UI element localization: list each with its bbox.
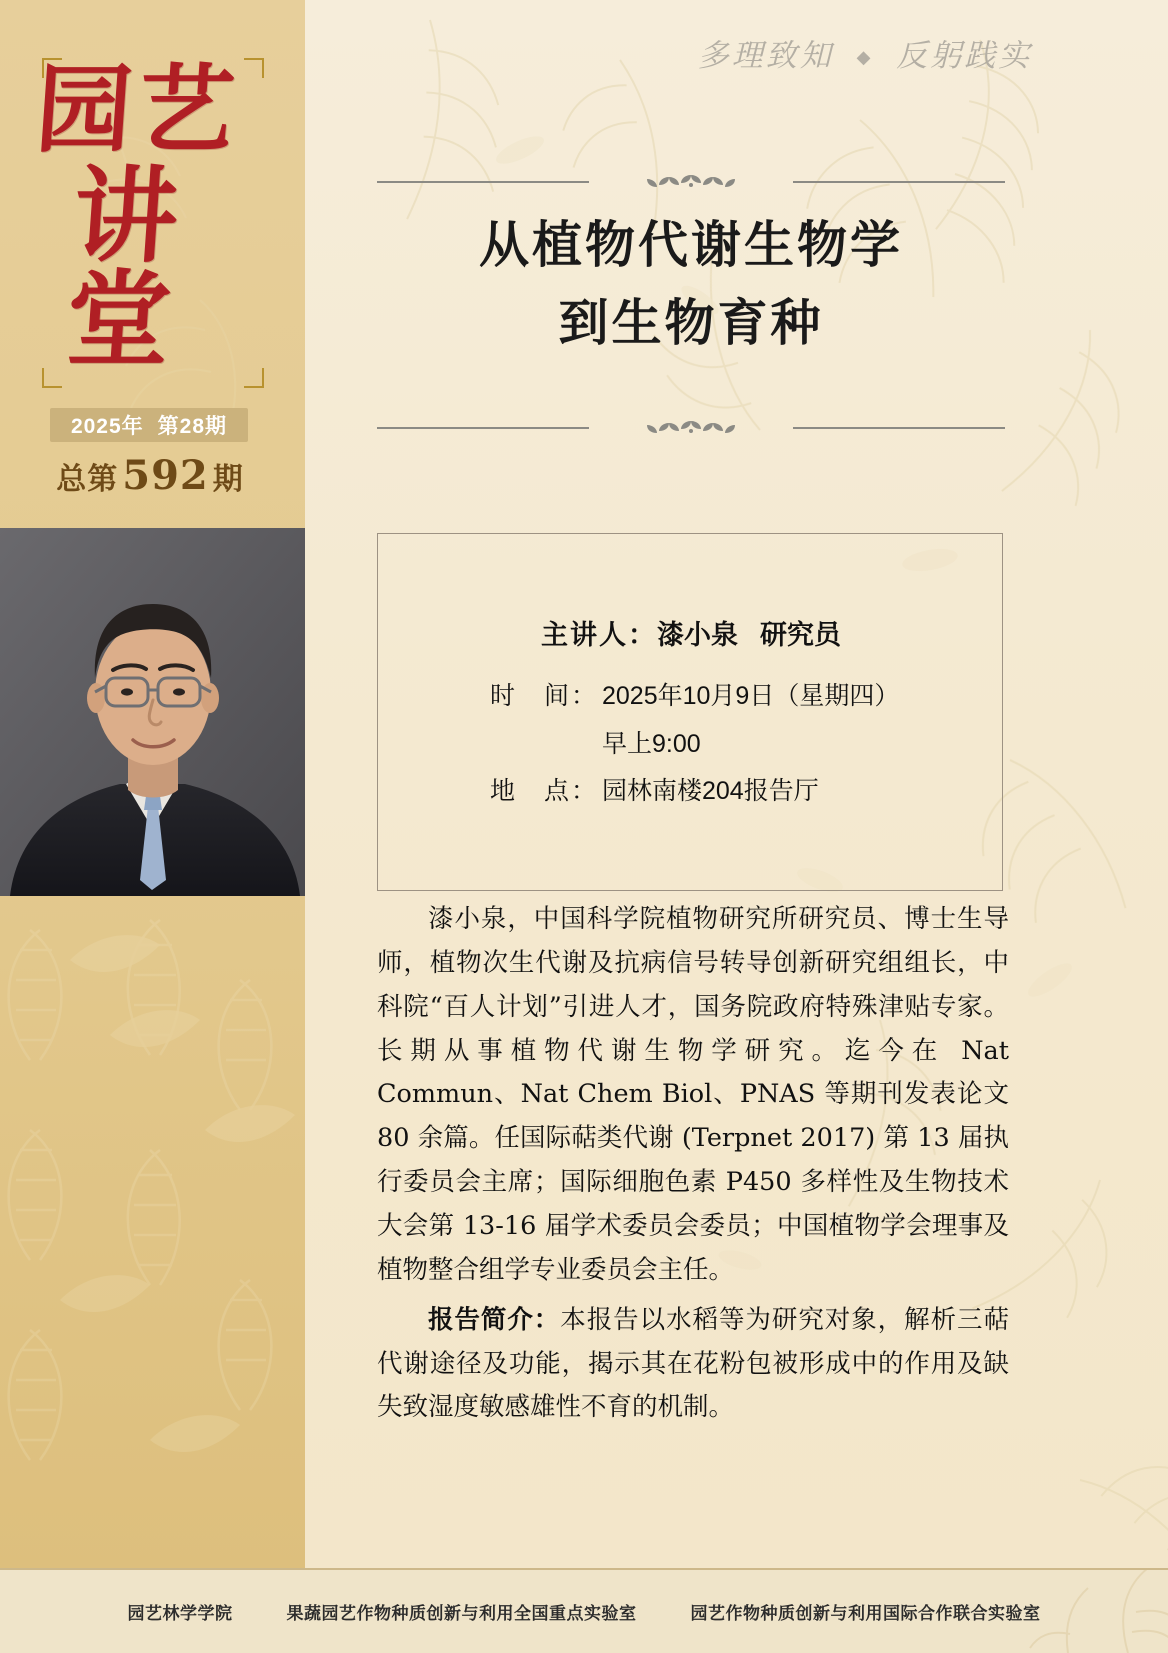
abstract-label: 报告简介：	[428, 1304, 561, 1335]
speaker-portrait	[0, 528, 305, 896]
issue-number: 第28期	[157, 415, 228, 438]
main-content	[305, 0, 1168, 1568]
motto-left: 多理致知	[697, 38, 834, 74]
brand-title	[32, 53, 274, 381]
footer-item-2: 果蔬园艺作物种质创新与利用全国重点实验室	[286, 1604, 637, 1623]
info-row-time	[378, 673, 1004, 721]
lecture-info-box	[377, 533, 1003, 891]
lecture-info-lines	[378, 610, 1004, 816]
speaker-title: 研究员	[760, 620, 841, 650]
brand-title-line1: 园艺	[32, 53, 244, 166]
issue-total-prefix: 总第	[56, 462, 119, 497]
footer	[0, 1568, 1168, 1653]
info-row-time-2	[378, 721, 1004, 769]
footer-item-1: 园艺林学学院	[127, 1604, 233, 1623]
footer-item-3: 园艺作物种质创新与利用国际合作联合实验室	[690, 1604, 1041, 1623]
motto-calligraphy	[655, 30, 1075, 90]
bio-and-abstract	[377, 898, 1009, 1430]
brand-title-line2: 讲堂	[62, 154, 186, 381]
motto-separator-icon: ◆	[856, 47, 874, 68]
ornament-icon	[591, 172, 791, 195]
time-value-2: 早上9:00	[602, 729, 701, 758]
left-sidebar	[0, 0, 305, 1568]
brand-block	[0, 0, 305, 520]
issue-badge	[50, 408, 248, 442]
ornament-icon-bottom	[591, 418, 791, 441]
time-value: 2025年10月9日（星期四）	[602, 682, 900, 711]
place-label: 地 点：	[490, 777, 599, 806]
page-title	[377, 206, 1005, 361]
title-rule-top	[377, 172, 1005, 190]
motto-right: 反躬践实	[896, 38, 1033, 74]
speaker-bio-paragraph: 漆小泉，中国科学院植物研究所研究员、博士生导师，植物次生代谢及抗病信号转导创新研究组组长，中科院“百人计划”引进人才，国务院政府特殊津贴专家。长期从事植物代谢生物学研究。迄今在 Nat Commun、Nat Chem Biol、PNAS 等期刊发表论文 80 余篇。任国际萜类代谢 (Terpnet 2017) 第 13 届执行委员会主席；国际细胞色素 P450 多样性及生物技术大会第 13-16 届学术委员会委员；中国植物学会理事及植物整合组学专业委员会主任。	[377, 904, 1009, 1285]
abstract-text: 本报告以水稻等为研究对象，解析三萜代谢途径及功能，揭示其在花粉包被形成中的作用及缺失致湿度敏感雄性不育的机制。	[377, 1304, 1009, 1423]
issue-total	[50, 452, 250, 499]
speaker-label: 主讲人：	[541, 620, 657, 650]
lecture-title-line2: 到生物育种	[558, 292, 824, 352]
speaker-name: 漆小泉	[657, 620, 738, 650]
place-value: 园林南楼204报告厅	[602, 777, 819, 806]
info-row-speaker	[378, 610, 1004, 661]
lecture-title-line1: 从植物代谢生物学	[479, 215, 903, 274]
time-label: 时 间：	[490, 682, 599, 711]
info-row-place	[378, 768, 1004, 816]
issue-total-number: 592	[122, 452, 209, 499]
issue-year: 2025年	[70, 415, 144, 438]
abstract-paragraph	[377, 1299, 1009, 1431]
title-rule-bottom	[377, 418, 1005, 436]
issue-total-suffix: 期	[212, 462, 244, 497]
